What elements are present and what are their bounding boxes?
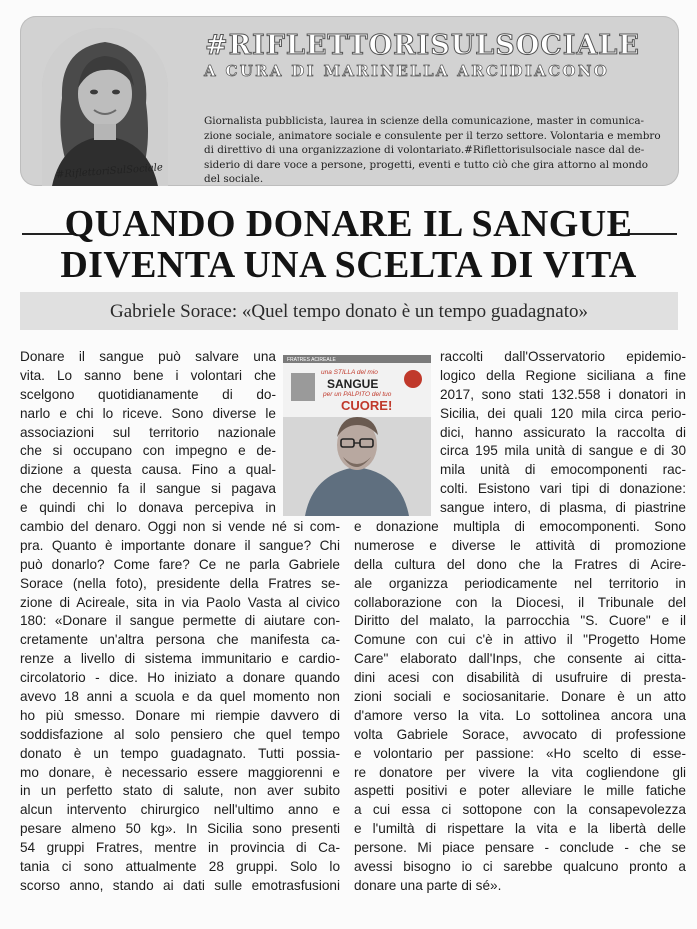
text-line: collaborazione con la Diocesi, il Tribunale del	[354, 594, 686, 610]
text-line: ale organizza periodicamente nel territorio in	[354, 575, 686, 591]
author-bio	[204, 114, 674, 186]
column-2-bottom	[354, 518, 686, 896]
text-line: narlo e chi lo riceve. Sono diverse le	[20, 405, 276, 421]
column-1-bottom	[20, 518, 340, 896]
headline-line-1: QUANDO DONARE IL SANGUE	[64, 203, 633, 245]
text-line: Care" elaborato dall'Inps, che consente ai citta-	[354, 651, 686, 667]
text-line: mila unità di emocomponenti rac-	[440, 462, 686, 478]
text-line: cretamente un'altra persona che manifesta ca-	[20, 632, 340, 648]
subtitle-bar	[20, 292, 678, 330]
text-line: soddisfazione al solo pensiero che quel tempo	[20, 726, 340, 742]
text-line: cambio del denaro. Oggi non si vende né si com-	[20, 519, 340, 534]
text-line: tania ci sono attualmente 28 gruppi. Solo lo	[20, 859, 340, 875]
text-line: dici, hanno assicurato la raccolta di	[440, 424, 686, 440]
text-line: circa 195 mila unità di sangue e di 30	[440, 443, 686, 459]
text-line: zioni sociali e sociosanitarie. Donare è un atto	[354, 689, 686, 705]
poster-line-2: SANGUE	[327, 377, 379, 391]
bio-line: Giornalista pubblicista, laurea in scienze della comunicazione, master in comunica-	[204, 115, 645, 127]
text-line: donato è un tempo guadagnato. Tutti possia-	[20, 745, 340, 761]
text-line: circolatorio - dice. Ho iniziato a donare quando	[20, 670, 340, 686]
text-line: e donazione multipla di emocomponenti. Sono	[354, 519, 686, 534]
text-line: che si occupano con impegno e de-	[20, 443, 276, 459]
text-line: può donarlo? Come fare? Ce ne parla Gabriele	[20, 556, 340, 572]
text-line: Diritto del malato, la parrocchia "S. Cuore" e il	[354, 613, 686, 629]
poster-line-3: per un PALPITO del tuo	[323, 391, 392, 398]
article-subtitle: Gabriele Sorace: «Quel tempo donato è un tempo guadagnato»	[109, 301, 588, 322]
text-line: raccolti dall'Osservatorio epidemio-	[440, 349, 686, 364]
text-line: scorso anno, stando ai dati sulle emotrasfusioni	[20, 877, 340, 893]
text-line: che decennio fa il sangue si pagava	[20, 481, 276, 497]
text-line: zione di Acireale, sita in via Paolo Vasta al civico	[20, 594, 340, 610]
text-line: vita. Lo sanno bene i volontari che	[20, 367, 276, 383]
text-line: aspetti positivi e poter alleviare le mille fatiche	[354, 783, 686, 799]
text-line: d'amore verso la vita. Lo sottolinea ancora una	[354, 707, 686, 723]
bio-line: del sociale.	[204, 173, 264, 186]
column-2-top	[440, 348, 686, 518]
text-line: Sicilia, dei quali 120 mila circa perio-	[440, 405, 686, 421]
text-line: donare una parte di sé».	[354, 877, 502, 893]
text-line: 2017, sono stati 132.558 i donatori in	[440, 386, 686, 402]
text-line: pesare almeno 50 kg». In Sicilia sono presenti	[20, 821, 340, 837]
photo-hashtag-caption: #RiflettoriSulSociale	[55, 162, 164, 181]
text-line: ho più smesso. Donare mi riempie davvero di	[20, 707, 340, 723]
article-headline	[0, 204, 697, 286]
text-line: e quindi chi lo donava percepiva in	[20, 500, 276, 516]
text-line: scelgono quotidianamente di do-	[20, 386, 276, 402]
bio-line: siderio di dare voce a persone, progetti, eventi e tutto ciò che gira attorno al mondo	[204, 158, 649, 171]
text-line: pra. Quanto è importante donare il sangue? Chi	[20, 537, 340, 553]
text-line: a cui essa ci sottopone con la consapevolezza	[354, 802, 686, 818]
text-line: Donare il sangue può salvare una	[20, 349, 276, 364]
text-line: in un perfetto stato di salute, non aver subito	[20, 783, 340, 799]
text-line: mo donare, è necessario essere maggiorenni e	[20, 764, 340, 780]
text-line: colti. Esistono vari tipi di donazione:	[440, 481, 686, 497]
bio-line: zione sociale, animatore sociale e consulente per il terzo settore. Volontaria e membro	[204, 129, 661, 142]
bio-line: di direttivo di una organizzazione di volontariato.#Riflettorisulsociale nasce dal de-	[204, 144, 645, 157]
text-line: Comune con cui c'è in attivo il "Progetto Home	[354, 632, 686, 648]
text-line: numerose e diverse le attività di promozione	[354, 537, 686, 553]
text-line: avessi bisogno io ci sarebbe qualcuno pronto a	[354, 859, 686, 875]
text-line: e volontario per passione: «Ho scelto di esse-	[354, 745, 686, 761]
column-hashtag-title: #RIFLETTORISULSOCIALE	[205, 30, 640, 61]
article-photo	[283, 355, 431, 516]
poster-line-4: CUORE!	[341, 398, 393, 413]
headline-line-2: DIVENTA UNA SCELTA DI VITA	[60, 244, 637, 286]
column-byline: A CURA DI MARINELLA ARCIDIACONO	[204, 62, 610, 80]
column-banner	[20, 16, 679, 186]
text-line: 180: «Donare il sangue permette di aiutare con-	[20, 613, 340, 629]
text-line: Sorace (nella foto), presidente della Fratres se-	[20, 575, 340, 591]
text-line: renze a livello di sistema immunitario e cardio-	[20, 651, 340, 667]
text-line: dizione a questa causa. Fino a qual-	[20, 462, 276, 478]
text-line: sangue intero, di plasma, di piastrine	[440, 500, 686, 516]
poster-header: FRATRES ACIREALE	[287, 357, 336, 363]
poster-line-1: una STILLA del mio	[321, 369, 378, 376]
text-line: dini acesi con disabilità di usufruire di presta-	[354, 670, 686, 686]
text-line: associazioni sul territorio nazionale	[20, 424, 276, 440]
text-line: della cultura del dono che la Fratres di Acire-	[354, 556, 686, 572]
text-line: persone. Mi piace pensare - conclude - che se	[354, 840, 686, 856]
text-line: volta Gabriele Sorace, avvocato di professione	[354, 726, 686, 742]
text-line: avevo 18 anni a scuola e da quel momento non	[20, 689, 340, 705]
text-line: logico della Regione siciliana a fine	[440, 367, 686, 383]
text-line: e l'umiltà di rispettare la vita e la libertà delle	[354, 821, 686, 837]
text-line: re donatore per vivere la vita cogliendone gli	[354, 764, 686, 780]
text-line: 54 gruppi Fratres, mentre in provincia di Ca-	[20, 840, 340, 856]
text-line: alcun intervento chirurgico nell'ultimo anno e	[20, 802, 340, 818]
column-1-top	[20, 348, 276, 518]
